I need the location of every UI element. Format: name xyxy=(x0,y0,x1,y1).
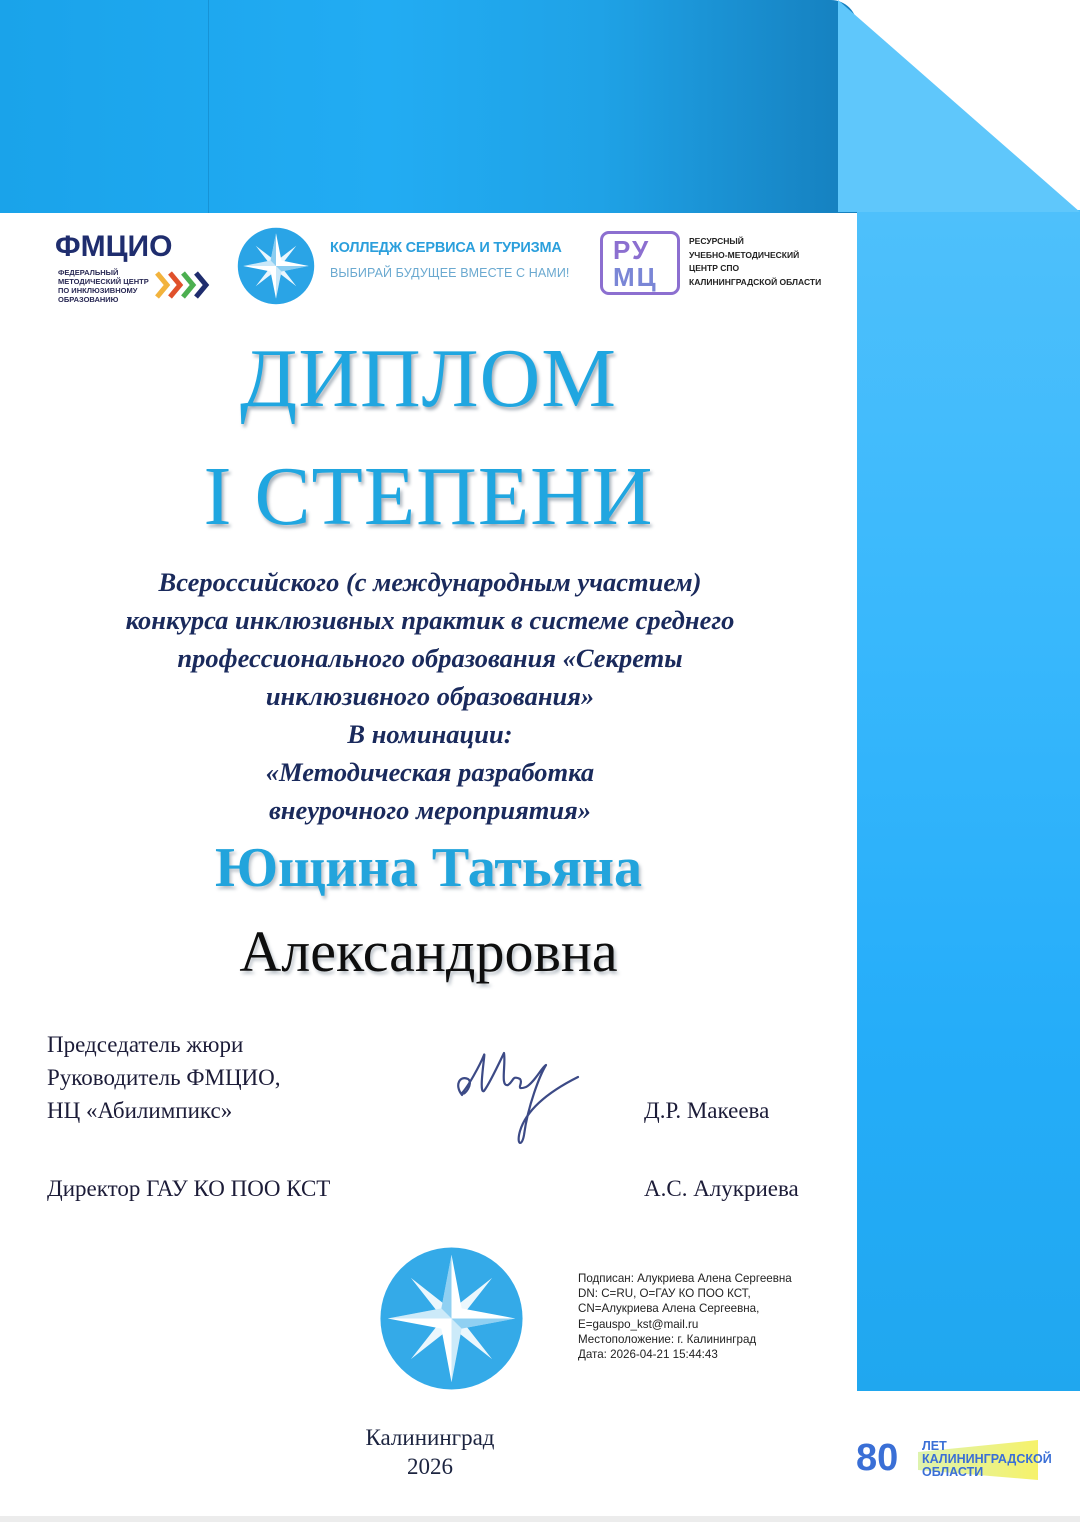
signatory-2-name: А.С. Алукриева xyxy=(644,1176,799,1201)
signatory-title-line: Руководитель ФМЦИО, xyxy=(47,1065,281,1090)
anniversary-logo xyxy=(856,1436,1076,1488)
right-blue-strip xyxy=(857,210,1080,1391)
rumc-text-line: УЧЕБНО-МЕТОДИЧЕСКИЙ xyxy=(689,249,800,260)
chevrons-icon xyxy=(155,270,211,300)
ecp-cn: CN=Алукриева Алена Сергеевна, xyxy=(578,1302,760,1316)
kst-slogan: ВЫБИРАЙ БУДУЩЕЕ ВМЕСТЕ С НАМИ! xyxy=(330,266,570,280)
diploma-degree: I СТЕПЕНИ xyxy=(203,450,654,543)
fmcio-subtitle-line: МЕТОДИЧЕСКИЙ ЦЕНТР xyxy=(58,277,149,286)
anniversary-line: ЛЕТ xyxy=(922,1439,947,1453)
recipient-name: Ющина Татьяна xyxy=(214,837,643,899)
footer-place-year xyxy=(300,1423,560,1481)
nomination-label: В номинации: xyxy=(347,719,513,749)
fmcio-title: ФМЦИО xyxy=(55,230,173,263)
rumc-mark-top: РУ xyxy=(613,235,651,265)
compass-star-stamp-icon xyxy=(379,1246,524,1391)
competition-description xyxy=(20,563,840,829)
handwritten-signature xyxy=(450,1035,590,1155)
kst-name: КОЛЛЕДЖ СЕРВИСА И ТУРИЗМА xyxy=(330,240,562,256)
top-blue-band xyxy=(0,0,857,213)
description-line: инклюзивного образования» xyxy=(265,681,595,711)
description-line: профессионального образования «Секреты xyxy=(177,643,683,673)
fmcio-subtitle-line: ОБРАЗОВАНИЮ xyxy=(58,295,119,304)
rumc-logo-text xyxy=(689,235,821,289)
anniversary-line: ОБЛАСТИ xyxy=(922,1465,984,1479)
signatory-title-line: Директор ГАУ КО ПОО КСТ xyxy=(47,1176,331,1201)
anniversary-line: КАЛИНИНГРАДСКОЙ xyxy=(922,1452,1052,1466)
ecp-date: Дата: 2026-04-21 15:44:43 xyxy=(578,1348,718,1362)
kst-logo-text xyxy=(330,240,569,280)
fmcio-logo xyxy=(55,232,215,312)
signatory-1-name: Д.Р. Макеева xyxy=(644,1098,770,1123)
rumc-mark-bottom: МЦ xyxy=(613,262,658,292)
fmcio-subtitle-line: ФЕДЕРАЛЬНЫЙ xyxy=(58,268,119,277)
signatory-1-title xyxy=(47,1028,281,1127)
ecp-location: Местоположение: г. Калининград xyxy=(578,1332,757,1346)
fmcio-subtitle-line: ПО ИНКЛЮЗИВНОМУ xyxy=(58,286,138,295)
bottom-edge xyxy=(0,1516,1080,1522)
digital-signature-info xyxy=(578,1271,792,1362)
rumc-text-line: ЦЕНТР СПО xyxy=(689,263,740,273)
footer-year: 2026 xyxy=(407,1454,453,1479)
signatory-title-line: НЦ «Абилимпикс» xyxy=(47,1098,233,1123)
ecp-signed-by: Подписан: Алукриева Алена Сергеевна xyxy=(578,1272,792,1285)
nomination-line: «Методическая разработка xyxy=(265,757,595,787)
rumc-text-line: КАЛИНИНГРАДСКОЙ ОБЛАСТИ xyxy=(689,276,822,287)
anniversary-text xyxy=(922,1440,1052,1479)
signatory-2-title xyxy=(47,1172,330,1205)
rumc-text-line: РЕСУРСНЫЙ xyxy=(689,236,744,246)
description-line: конкурса инклюзивных практик в системе среднего xyxy=(125,605,735,635)
anniversary-number: 80 xyxy=(856,1437,899,1479)
band-seam xyxy=(208,0,209,213)
rumc-logo-mark xyxy=(600,231,680,295)
footer-city: Калининград xyxy=(365,1425,495,1450)
compass-star-icon xyxy=(237,227,315,305)
description-line: Всероссийского (с международным участием) xyxy=(158,567,702,597)
diploma-title: ДИПЛОМ xyxy=(240,332,617,425)
recipient-patronymic: Александровна xyxy=(239,919,618,984)
nomination-line: внеурочного мероприятия» xyxy=(268,795,592,825)
ecp-dn: DN: C=RU, O=ГАУ КО ПОО КСТ, xyxy=(578,1287,751,1301)
ecp-email: E=gauspo_kst@mail.ru xyxy=(578,1317,699,1331)
fmcio-subtitle xyxy=(58,268,158,304)
signatory-title-line: Председатель жюри xyxy=(47,1032,244,1057)
